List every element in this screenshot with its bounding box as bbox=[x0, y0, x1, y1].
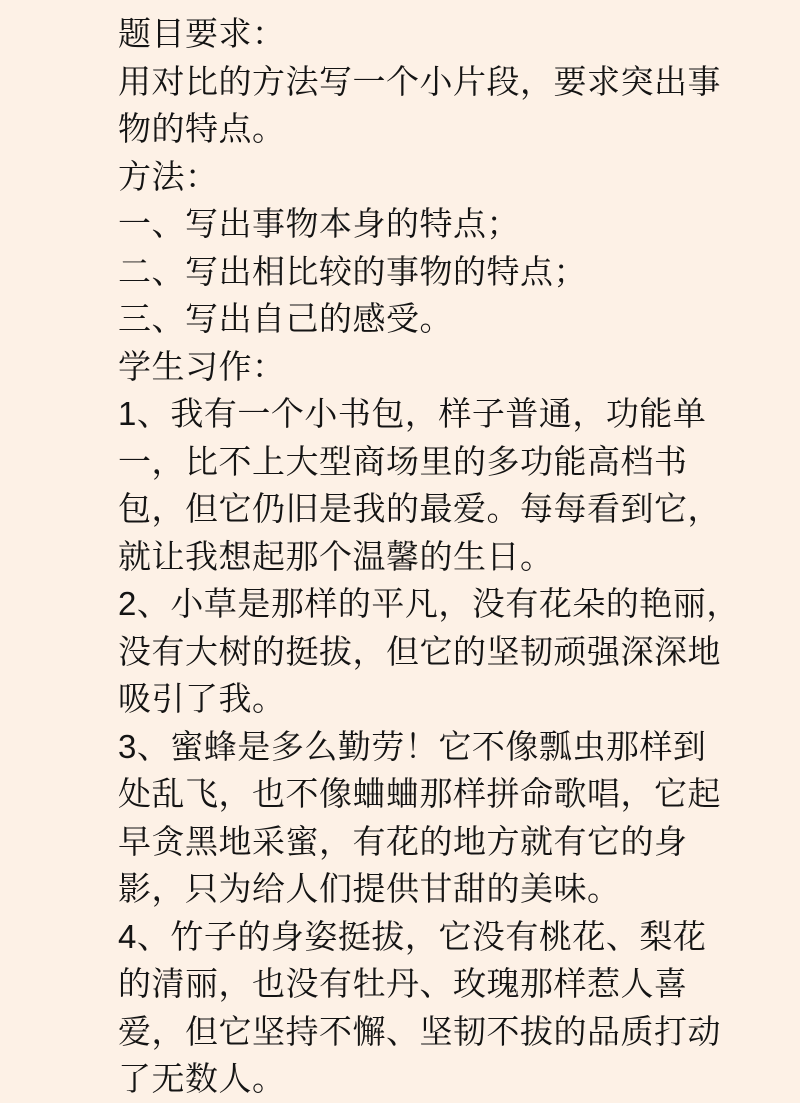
requirement-line: 用对比的方法写一个小片段，要求突出事 bbox=[118, 62, 721, 100]
student-work-line: 早贪黑地采蜜，有花的地方就有它的身 bbox=[118, 822, 688, 860]
student-work-line: 处乱飞，也不像蛐蛐那样拼命歌唱，它起 bbox=[118, 775, 721, 812]
student-work-line: 2、小草是那样的平凡，没有花朵的艳丽， bbox=[118, 585, 740, 622]
student-works-heading: 学生习作： bbox=[118, 347, 286, 385]
student-work-line: 爱，但它坚持不懈、坚韧不拔的品质打动 bbox=[118, 1012, 721, 1050]
student-work-line: 了无数人。 bbox=[118, 1060, 286, 1097]
section-method bbox=[118, 153, 760, 343]
student-work-line: 4、竹子的身姿挺拔，它没有桃花、梨花 bbox=[118, 917, 707, 955]
student-work-line: 包，但它仍旧是我的最爱。每每看到它， bbox=[118, 490, 721, 527]
student-work-line: 没有大树的挺拔，但它的坚韧顽强深深地 bbox=[118, 632, 721, 670]
student-work-line: 3、蜜蜂是多么勤劳！它不像瓢虫那样到 bbox=[118, 727, 707, 765]
section-requirement bbox=[118, 10, 760, 153]
method-item: 三、写出自己的感受。 bbox=[118, 300, 453, 337]
requirement-line: 物的特点。 bbox=[118, 110, 286, 147]
method-item: 二、写出相比较的事物的特点； bbox=[118, 252, 587, 290]
student-work-line: 就让我想起那个温馨的生日。 bbox=[118, 537, 554, 575]
method-item: 一、写出事物本身的特点； bbox=[118, 205, 520, 242]
student-work-line: 的清丽，也没有牡丹、玫瑰那样惹人喜 bbox=[118, 965, 688, 1002]
requirement-heading: 题目要求： bbox=[118, 15, 286, 52]
student-work-line: 影，只为给人们提供甘甜的美味。 bbox=[118, 870, 621, 907]
method-heading: 方法： bbox=[118, 157, 219, 195]
section-student-works bbox=[118, 343, 760, 1103]
student-work-line: 一，比不上大型商场里的多功能高档书 bbox=[118, 442, 688, 480]
student-work-line: 1、我有一个小书包，样子普通，功能单 bbox=[118, 395, 707, 432]
student-work-line: 吸引了我。 bbox=[118, 680, 286, 717]
